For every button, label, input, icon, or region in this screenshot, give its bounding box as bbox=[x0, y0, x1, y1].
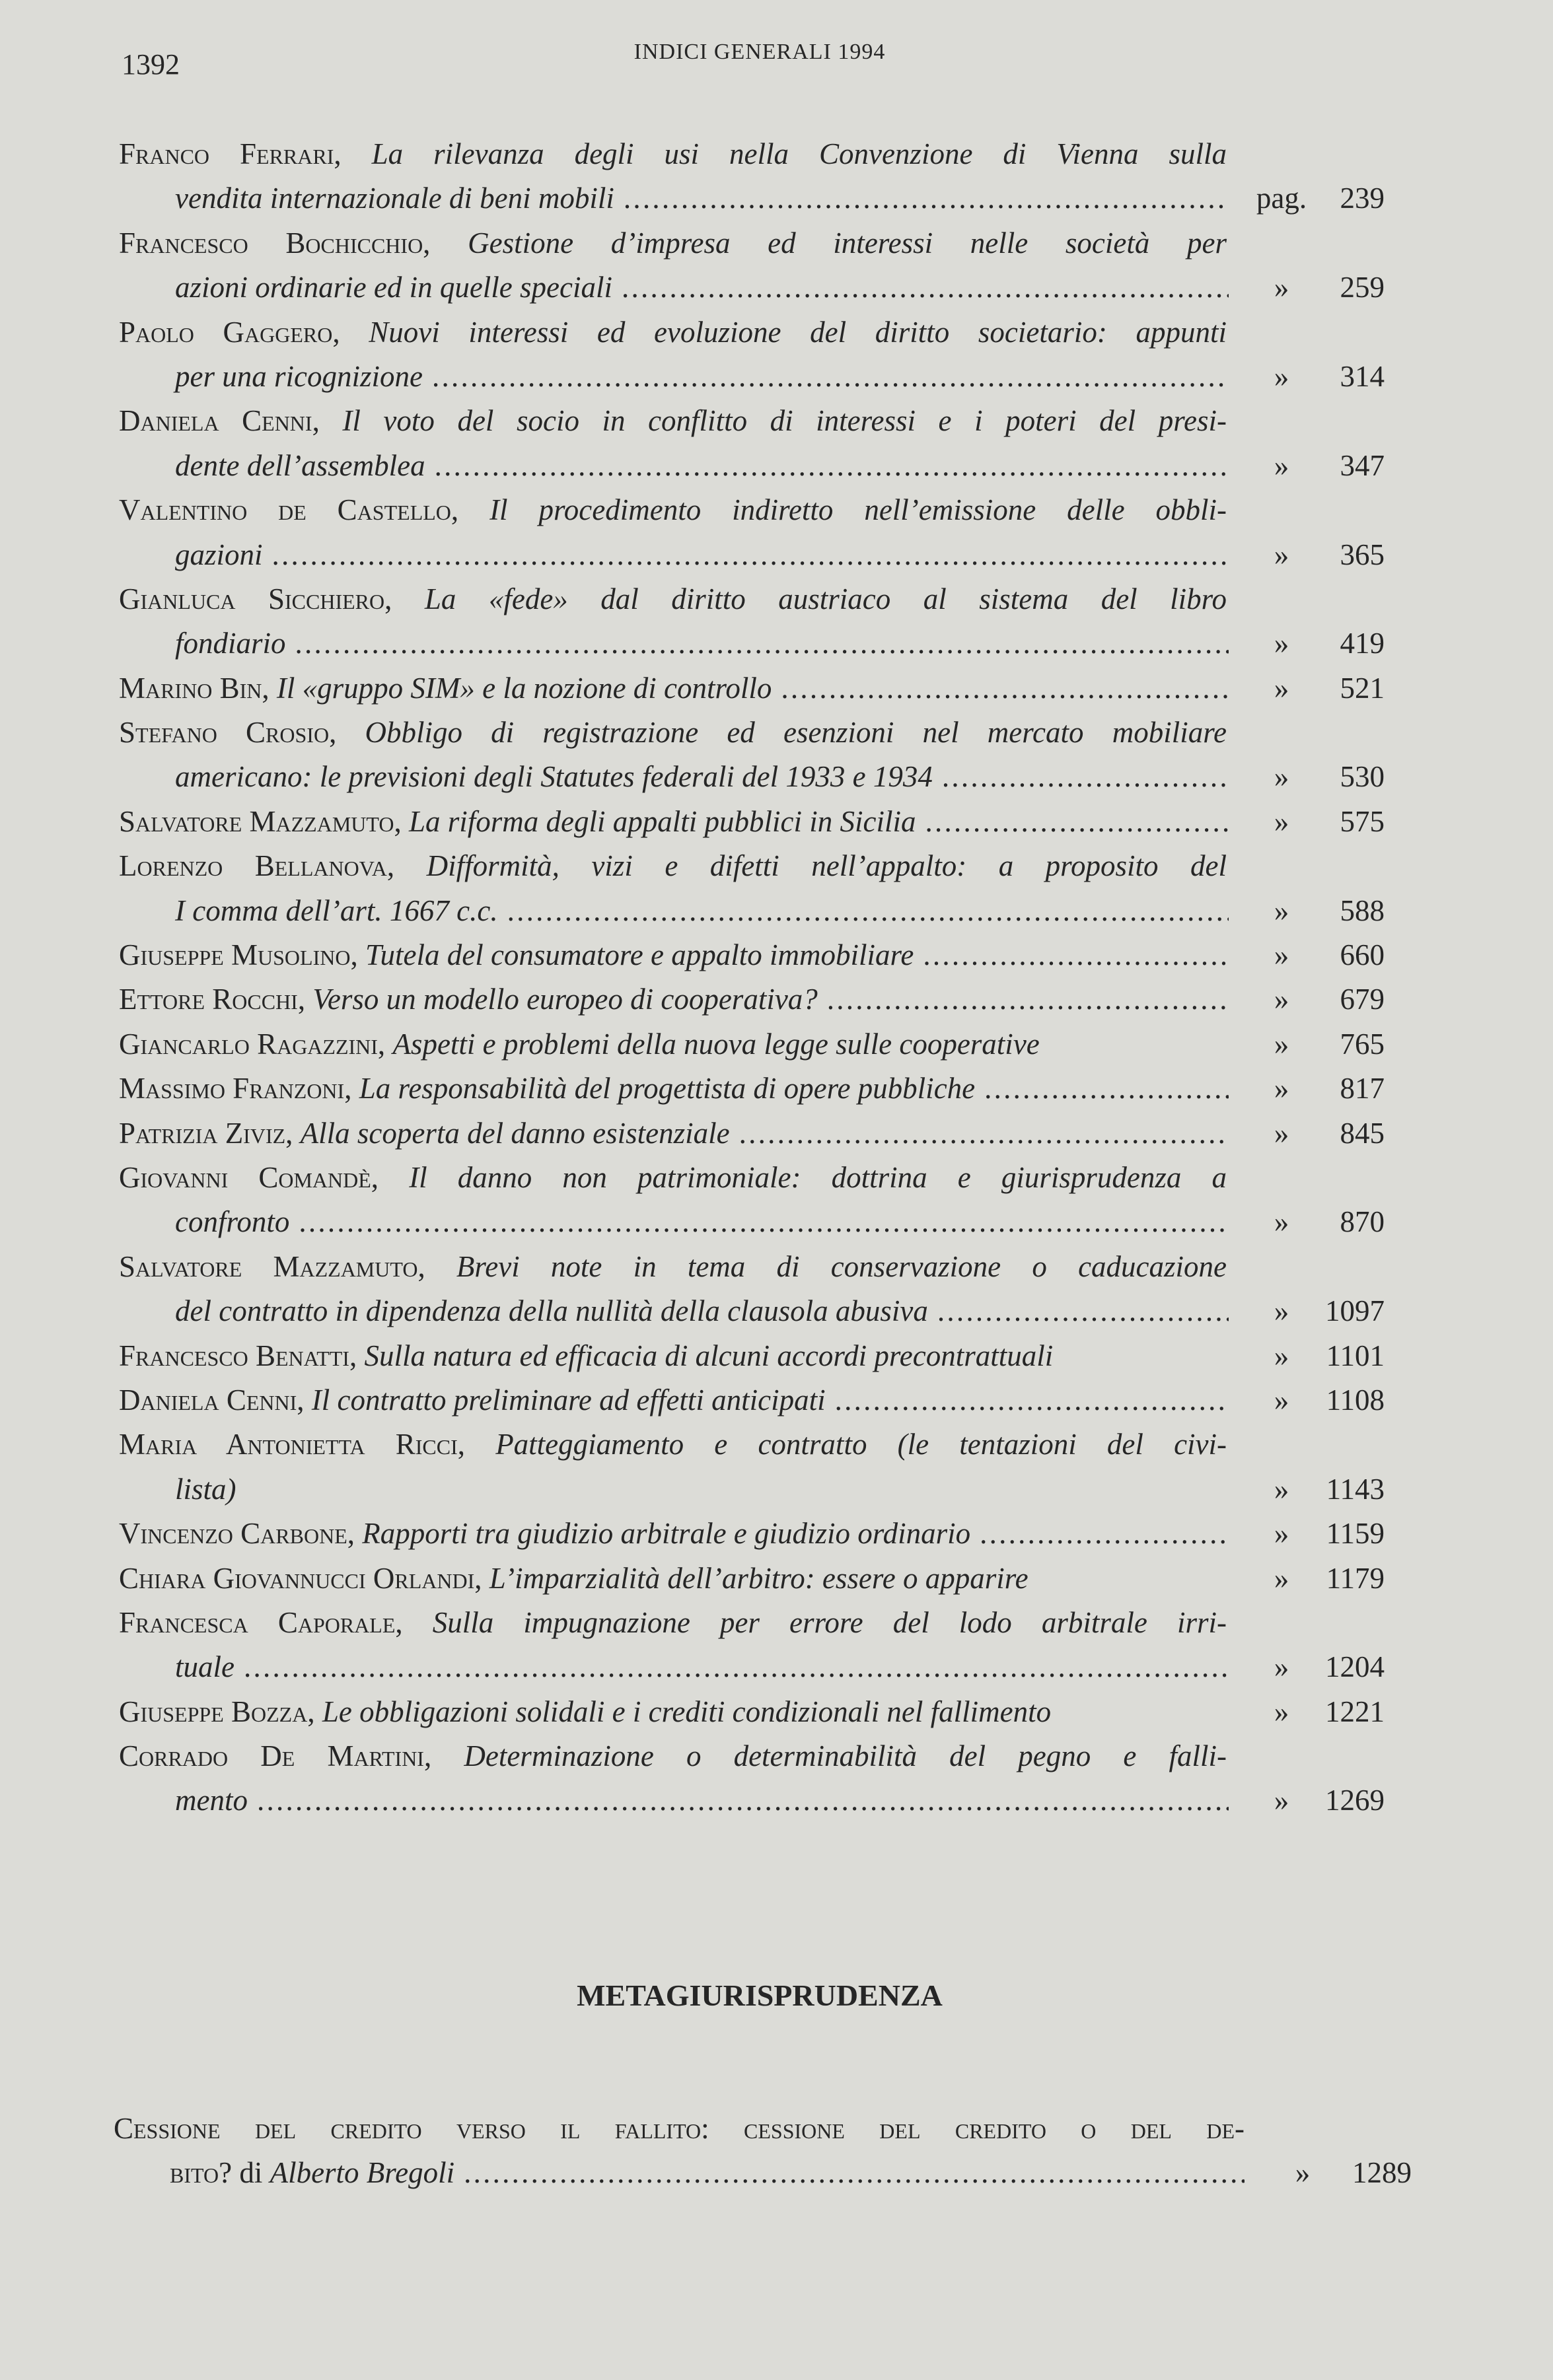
entry-text bbox=[119, 577, 1227, 621]
dot-leader bbox=[781, 666, 1229, 711]
entry-page: 679 bbox=[1340, 983, 1385, 1016]
entry-title: Cessione del credito verso il fallito: cessione del credito o del de- bbox=[114, 2112, 1245, 2145]
entry-title: L’imparzialità dell’arbitro: essere o apparire bbox=[489, 1561, 1029, 1595]
entry-author: Francesco Benatti, bbox=[119, 1339, 357, 1372]
toc-entry bbox=[119, 1601, 1385, 1690]
entry-text bbox=[119, 933, 914, 977]
entry-line bbox=[119, 1200, 1385, 1244]
entry-title: del contratto in dipendenza della nullità della clausola abusiva bbox=[175, 1294, 928, 1328]
entry-title: Rapporti tra giudizio arbitrale e giudizio ordinario bbox=[362, 1517, 971, 1551]
entry-line bbox=[119, 621, 1385, 666]
toc-entry bbox=[119, 933, 1385, 977]
entry-page: 817 bbox=[1340, 1072, 1385, 1105]
entry-line bbox=[119, 1645, 1385, 1689]
entry-text bbox=[119, 1734, 1227, 1778]
toc-entry bbox=[119, 399, 1385, 488]
entry-title: Tutela del consumatore e appalto immobiliare bbox=[365, 938, 914, 972]
toc-entry bbox=[119, 488, 1385, 577]
entry-text bbox=[175, 176, 614, 221]
page-marker: pag. bbox=[1256, 182, 1307, 215]
entry-line bbox=[119, 800, 1385, 844]
entry-text bbox=[175, 533, 263, 577]
page-marker: » bbox=[1274, 938, 1289, 972]
entry-line bbox=[119, 889, 1385, 933]
entry-author: Maria Antonietta Ricci, bbox=[119, 1428, 465, 1461]
entry-text bbox=[119, 310, 1227, 355]
page-number: 1392 bbox=[122, 48, 180, 81]
entry-page: 660 bbox=[1340, 938, 1385, 972]
entry-author: Francesca Caporale, bbox=[119, 1605, 403, 1639]
entry-title: I comma dell’art. 1667 c.c. bbox=[175, 893, 498, 927]
entry-title: Brevi note in tema di conservazione o caducazione bbox=[456, 1249, 1227, 1283]
toc-entry bbox=[119, 1690, 1385, 1734]
entry-text bbox=[175, 444, 425, 488]
entry-text bbox=[175, 889, 498, 933]
entry-title: Aspetti e problemi della nuova legge sulle cooperative bbox=[392, 1027, 1040, 1061]
entry-page: 575 bbox=[1340, 804, 1385, 838]
entry-text bbox=[175, 1200, 289, 1244]
toc-entry bbox=[119, 1111, 1385, 1156]
entry-page: 1097 bbox=[1325, 1294, 1385, 1328]
entry-author: Corrado De Martini, bbox=[119, 1739, 432, 1773]
toc-entry bbox=[119, 1378, 1385, 1422]
entry-line bbox=[119, 1245, 1229, 1289]
entry-title: americano: le previsioni degli Statutes federali del 1933 e 1934 bbox=[175, 760, 933, 794]
entry-text bbox=[175, 755, 933, 799]
entry-author: Giancarlo Ragazzini, bbox=[119, 1027, 386, 1061]
entry-title: fondiario bbox=[175, 627, 286, 660]
entry-text bbox=[119, 1512, 970, 1556]
entry-line bbox=[119, 1467, 1385, 1512]
toc-entry bbox=[119, 1156, 1385, 1245]
entry-title: per una ricognizione bbox=[175, 359, 423, 393]
entry-page: 314 bbox=[1340, 359, 1385, 393]
entry-line bbox=[119, 1734, 1229, 1778]
entry-title: gazioni bbox=[175, 538, 263, 571]
entry-page: 347 bbox=[1340, 448, 1385, 482]
toc-entry bbox=[119, 800, 1385, 844]
toc-entry bbox=[119, 132, 1385, 221]
entry-title: vendita internazionale di beni mobili bbox=[175, 182, 614, 215]
entry-line bbox=[119, 666, 1385, 711]
entry-line bbox=[119, 1156, 1229, 1200]
dot-leader bbox=[980, 1512, 1229, 1556]
entry-title: La riforma degli appalti pubblici in Sicilia bbox=[408, 804, 916, 838]
entry-title: Gestione d’impresa ed interessi nelle società per bbox=[468, 226, 1227, 260]
entry-page: 870 bbox=[1340, 1205, 1385, 1239]
entry-title: Il voto del socio in conflitto di interessi e i poteri del presi- bbox=[342, 404, 1227, 438]
page-marker: » bbox=[1274, 760, 1289, 794]
page-marker: » bbox=[1274, 804, 1289, 838]
toc-entry bbox=[119, 1245, 1385, 1334]
entry-page: 1143 bbox=[1326, 1472, 1385, 1506]
entry-title: dente dell’assemblea bbox=[175, 448, 425, 482]
page-marker: » bbox=[1274, 1027, 1289, 1061]
entry-title: Il danno non patrimoniale: dottrina e giurisprudenza a bbox=[409, 1160, 1227, 1194]
entry-title: La «fede» dal diritto austriaco al sistema del libro bbox=[424, 582, 1227, 615]
entry-line bbox=[119, 399, 1229, 443]
entry-text bbox=[119, 800, 916, 844]
page-marker: » bbox=[1274, 448, 1289, 482]
entry-page: 1101 bbox=[1326, 1339, 1385, 1372]
entry-text bbox=[119, 1111, 730, 1156]
entry-text bbox=[119, 1422, 1227, 1467]
entry-line bbox=[119, 577, 1229, 621]
toc-entry bbox=[119, 1334, 1385, 1378]
dot-leader bbox=[299, 1200, 1229, 1244]
page-marker: » bbox=[1274, 1072, 1289, 1105]
entry-title: Sulla impugnazione per errore del lodo arbitrale irri- bbox=[432, 1605, 1227, 1639]
toc-entry bbox=[119, 1512, 1385, 1556]
entry-author: Massimo Franzoni, bbox=[119, 1072, 352, 1105]
entry-title: Sulla natura ed efficacia di alcuni accordi precontrattuali bbox=[364, 1339, 1054, 1372]
entry-line bbox=[119, 1334, 1385, 1378]
toc-entry bbox=[119, 711, 1385, 800]
dot-leader bbox=[923, 933, 1229, 977]
entry-author: Chiara Giovannucci Orlandi, bbox=[119, 1561, 482, 1595]
entry-title: Determinazione o determinabilità del pegno e falli- bbox=[464, 1739, 1227, 1773]
entry-by: di bbox=[239, 2156, 263, 2190]
entry-author: Ettore Rocchi, bbox=[119, 983, 306, 1016]
page-marker: » bbox=[1274, 1561, 1289, 1595]
entry-title: Alla scoperta del danno esistenziale bbox=[300, 1116, 730, 1150]
page-marker: » bbox=[1274, 1383, 1289, 1417]
toc-entry bbox=[119, 1022, 1385, 1067]
page-marker: » bbox=[1274, 1695, 1289, 1728]
entry-page: 765 bbox=[1340, 1027, 1385, 1061]
page-marker: » bbox=[1274, 1205, 1289, 1239]
entry-page: 1179 bbox=[1326, 1561, 1385, 1595]
entry-page: 845 bbox=[1340, 1116, 1385, 1150]
entry-title: Le obbligazioni solidali e i crediti condizionali nel fallimento bbox=[322, 1695, 1052, 1728]
entry-author: Francesco Bochicchio, bbox=[119, 226, 431, 260]
page-marker: » bbox=[1274, 627, 1289, 660]
page-marker: » bbox=[1274, 1294, 1289, 1328]
entry-author: Patrizia Ziviz, bbox=[119, 1116, 293, 1150]
dot-leader bbox=[244, 1645, 1229, 1689]
page-marker: » bbox=[1274, 1784, 1289, 1817]
entry-text bbox=[119, 1022, 1040, 1067]
entry-text bbox=[119, 399, 1227, 443]
page-marker: » bbox=[1274, 893, 1289, 927]
page-marker: » bbox=[1274, 1517, 1289, 1551]
entry-page: 588 bbox=[1340, 893, 1385, 927]
entry-title: tuale bbox=[175, 1650, 235, 1684]
entry-line bbox=[119, 1601, 1229, 1645]
entry-page: 1204 bbox=[1325, 1650, 1385, 1684]
entry-text bbox=[175, 265, 612, 310]
page-marker: » bbox=[1274, 359, 1289, 393]
entry-page: 365 bbox=[1340, 538, 1385, 571]
entry-page: 1289 bbox=[1352, 2156, 1412, 2190]
entry-line bbox=[119, 844, 1229, 888]
entry-page: 1108 bbox=[1326, 1383, 1385, 1417]
page-marker: » bbox=[1274, 983, 1289, 1016]
dot-leader bbox=[257, 1778, 1229, 1823]
entry-author: Stefano Crosio, bbox=[119, 716, 337, 750]
entry-text bbox=[119, 666, 772, 711]
entry-page: 521 bbox=[1340, 671, 1385, 705]
entry-text bbox=[119, 488, 1227, 532]
dot-leader bbox=[984, 1067, 1229, 1111]
toc-entry bbox=[119, 1557, 1385, 1601]
entry-text bbox=[119, 1067, 975, 1111]
page-marker: » bbox=[1274, 1472, 1289, 1506]
entry-title: Nuovi interessi ed evoluzione del diritto societario: appunti bbox=[369, 315, 1227, 349]
entry-author: Daniela Cenni, bbox=[119, 404, 320, 438]
entry-author: Lorenzo Bellanova, bbox=[119, 849, 395, 883]
entry-page: 1269 bbox=[1325, 1784, 1385, 1817]
entry-line bbox=[119, 1378, 1385, 1422]
dot-leader bbox=[622, 265, 1229, 310]
entry-line bbox=[119, 1067, 1385, 1111]
toc-entry bbox=[119, 844, 1385, 933]
entry-line bbox=[119, 488, 1229, 532]
entry-line bbox=[119, 444, 1385, 488]
entry-line bbox=[119, 1557, 1385, 1601]
entry-author: Giuseppe Musolino, bbox=[119, 938, 358, 972]
entry-author: Salvatore Mazzamuto, bbox=[119, 1249, 425, 1283]
entry-text bbox=[175, 355, 423, 399]
page-marker: » bbox=[1274, 1650, 1289, 1684]
entry-page: 1221 bbox=[1325, 1695, 1385, 1728]
dot-leader bbox=[937, 1289, 1229, 1333]
entry-line bbox=[119, 755, 1385, 799]
dot-leader bbox=[432, 355, 1229, 399]
toc-entry bbox=[119, 221, 1385, 310]
toc-entry bbox=[119, 1067, 1385, 1111]
page-marker: » bbox=[1295, 2156, 1311, 2190]
entry-title: Obbligo di registrazione ed esenzioni nel mercato mobiliare bbox=[365, 716, 1227, 750]
toc-entry bbox=[119, 310, 1385, 400]
entry-title: Verso un modello europeo di cooperativa? bbox=[312, 983, 818, 1016]
entry-text bbox=[175, 1778, 248, 1823]
entry-author: Giuseppe Bozza, bbox=[119, 1695, 315, 1728]
toc-entry bbox=[119, 1422, 1385, 1512]
entry-text bbox=[119, 1156, 1227, 1200]
entry-line bbox=[119, 1289, 1385, 1333]
dot-leader bbox=[835, 1378, 1229, 1422]
entry-text bbox=[119, 711, 1227, 755]
section-heading: METAGIURISPRUDENZA bbox=[577, 1978, 943, 2012]
entry-author: Vincenzo Carbone, bbox=[119, 1517, 355, 1551]
entry-text bbox=[119, 1690, 1051, 1734]
entry-title: La rilevanza degli usi nella Convenzione di Vienna sulla bbox=[371, 137, 1227, 170]
entry-text bbox=[119, 844, 1227, 888]
table-of-contents bbox=[119, 132, 1385, 1823]
entry-title: confronto bbox=[175, 1205, 290, 1239]
entry-line bbox=[119, 1022, 1385, 1067]
entry-title: mento bbox=[175, 1784, 248, 1817]
entry-text bbox=[119, 132, 1227, 176]
dot-leader bbox=[942, 755, 1229, 799]
entry-title-continuation: bito? bbox=[170, 2156, 233, 2190]
entry-author: Gianluca Sicchiero, bbox=[119, 582, 392, 615]
dot-leader bbox=[827, 977, 1229, 1022]
entry-text bbox=[119, 1378, 826, 1422]
section-entry bbox=[114, 2107, 1412, 2196]
entry-title: Patteggiamento e contratto (le tentazioni del civi- bbox=[495, 1428, 1227, 1461]
entry-title: Il procedimento indiretto nell’emissione delle obbli- bbox=[489, 493, 1227, 527]
entry-text bbox=[175, 1467, 236, 1512]
toc-entry bbox=[119, 666, 1385, 711]
entry-title: La responsabilità del progettista di opere pubbliche bbox=[359, 1072, 976, 1105]
entry-text bbox=[119, 1334, 1053, 1378]
entry-page: 1159 bbox=[1326, 1517, 1385, 1551]
entry-text bbox=[119, 1245, 1227, 1289]
entry-line bbox=[119, 1778, 1385, 1823]
entry-author: Paolo Gaggero, bbox=[119, 315, 340, 349]
entry-line bbox=[119, 711, 1229, 755]
entry-page: 530 bbox=[1340, 760, 1385, 794]
toc-entry bbox=[119, 577, 1385, 666]
entry-line bbox=[119, 1690, 1385, 1734]
entry-text bbox=[175, 1289, 928, 1333]
entry-text bbox=[119, 1601, 1227, 1645]
dot-leader bbox=[435, 444, 1229, 488]
entry-line bbox=[119, 132, 1229, 176]
page-marker: » bbox=[1274, 1339, 1289, 1372]
entry-author: Marino Bin, bbox=[119, 671, 270, 705]
entry-author: Alberto Bregoli bbox=[270, 2156, 455, 2190]
dot-leader bbox=[739, 1111, 1229, 1156]
entry-author: Franco Ferrari, bbox=[119, 137, 342, 170]
page-marker: » bbox=[1274, 671, 1289, 705]
dot-leader bbox=[464, 2151, 1245, 2195]
dot-leader bbox=[925, 800, 1229, 844]
entry-line bbox=[119, 265, 1385, 310]
entry-title: azioni ordinarie ed in quelle speciali bbox=[175, 271, 612, 304]
dot-leader bbox=[295, 621, 1229, 666]
entry-text bbox=[119, 221, 1227, 265]
dot-leader bbox=[272, 533, 1229, 577]
entry-text bbox=[119, 977, 818, 1022]
entry-title: Difformità, vizi e difetti nell’appalto: a proposito del bbox=[426, 849, 1227, 883]
dot-leader bbox=[507, 889, 1229, 933]
entry-title: Il «gruppo SIM» e la nozione di controllo bbox=[276, 671, 772, 705]
entry-line bbox=[119, 176, 1385, 221]
entry-text bbox=[175, 621, 286, 666]
toc-entry bbox=[119, 1734, 1385, 1823]
entry-line bbox=[119, 933, 1385, 977]
dot-leader bbox=[624, 176, 1229, 221]
running-head: INDICI GENERALI 1994 bbox=[633, 40, 886, 64]
entry-author: Salvatore Mazzamuto, bbox=[119, 804, 402, 838]
entry-title: lista) bbox=[175, 1472, 236, 1506]
entry-author: Giovanni Comandè, bbox=[119, 1160, 379, 1194]
entry-line bbox=[119, 1512, 1385, 1556]
entry-line bbox=[119, 977, 1385, 1022]
entry-title: Il contratto preliminare ad effetti anticipati bbox=[311, 1383, 826, 1417]
page-marker: » bbox=[1274, 538, 1289, 571]
entry-line bbox=[119, 310, 1229, 355]
page-marker: » bbox=[1274, 1116, 1289, 1150]
toc-entry bbox=[119, 977, 1385, 1022]
entry-page: 259 bbox=[1340, 271, 1385, 304]
entry-text bbox=[119, 1557, 1029, 1601]
entry-page: 239 bbox=[1340, 182, 1385, 215]
entry-author: Daniela Cenni, bbox=[119, 1383, 305, 1417]
entry-line bbox=[119, 355, 1385, 399]
entry-line bbox=[119, 221, 1229, 265]
entry-author: Valentino de Castello, bbox=[119, 493, 459, 527]
entry-text bbox=[175, 1645, 235, 1689]
page-marker: » bbox=[1274, 271, 1289, 304]
entry-line bbox=[119, 1111, 1385, 1156]
entry-page: 419 bbox=[1340, 627, 1385, 660]
entry-line bbox=[119, 1422, 1229, 1467]
entry-line bbox=[119, 533, 1385, 577]
